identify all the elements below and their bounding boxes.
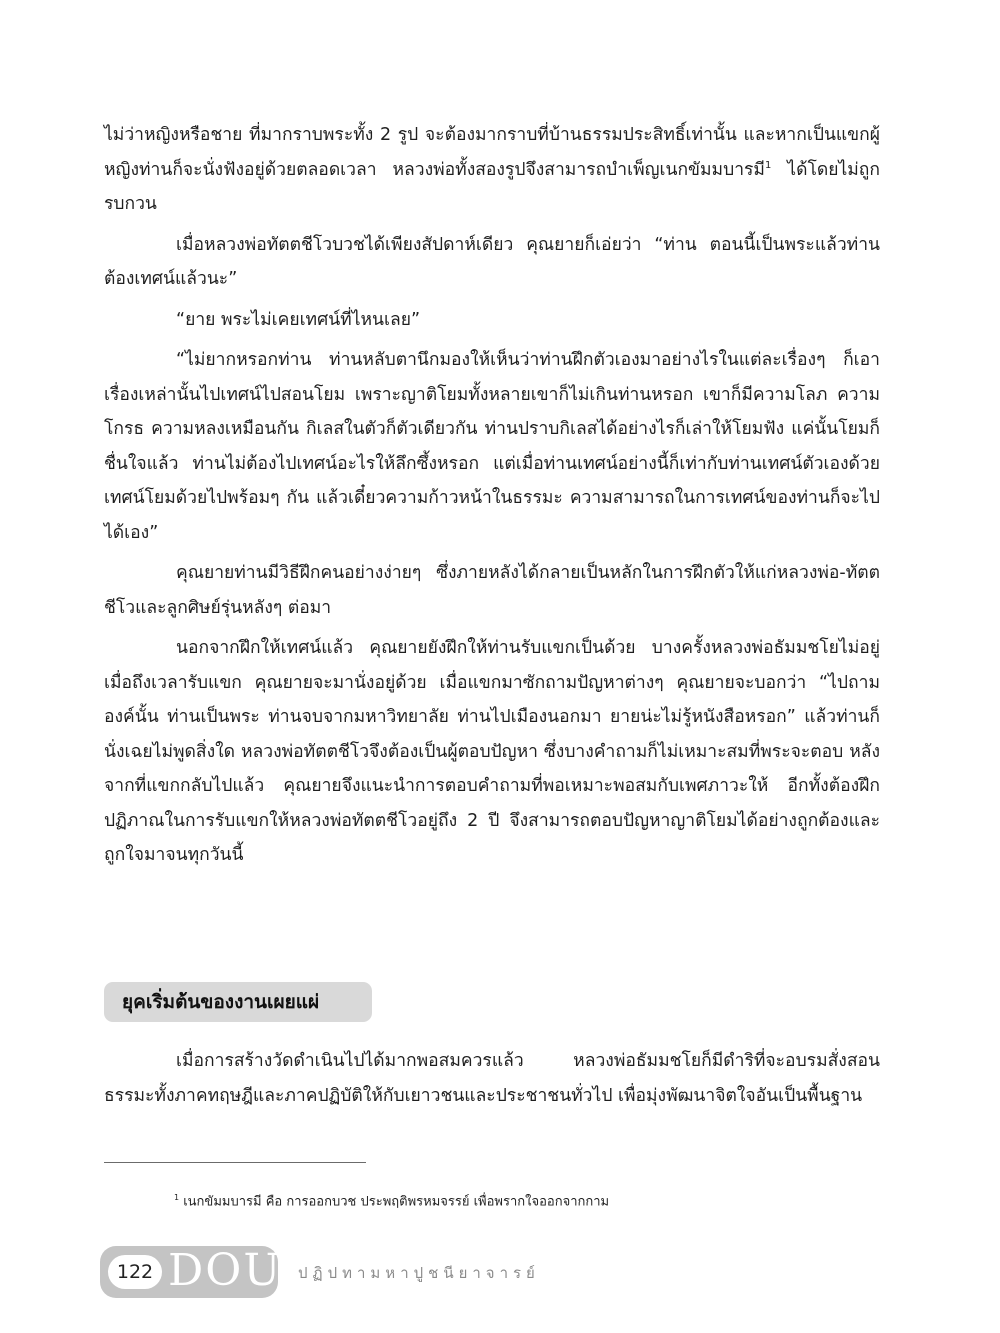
footnote-text: เนกขัมมบารมี คือ การออกบวช ประพฤติพรหมจรรย์ เพื่อพรากใจออกจากกาม [179,1194,610,1210]
page-number: 122 [108,1255,162,1289]
paragraph-3: “ยาย พระไม่เคยเทศน์ที่ไหนเลย” [176,309,421,330]
footnote-divider [104,1162,366,1163]
paragraph-2: เมื่อหลวงพ่อทัตตชีโวบวชได้เพียงสัปดาห์เดียว คุณยายก็เอ่ยว่า “ท่าน ตอนนี้เป็นพระแล้วท่านต้องเทศน์แล้วนะ” [104,234,880,289]
paragraph-1 [104,118,880,222]
paragraph-1-text-b: ได้โดยไม่ถูกรบกวน [104,159,881,214]
section-heading: ยุคเริ่มต้นของงานเผยแผ่ [104,982,372,1022]
running-title: ปฏิปทามหาปูชนียาจารย์ [298,1264,540,1282]
paragraph-6: นอกจากฝึกให้เทศน์แล้ว คุณยายยังฝึกให้ท่านรับแขกเป็นด้วย บางครั้งหลวงพ่อธัมมชโยไม่อยู่ เมื่อถึงเวลารับแขก คุณยายจะมานั่งอยู่ด้วย เมื่อแขกมาซักถามปัญหาต่างๆ คุณยายจะบอกว่า “ไปถามองค์นั้น ท่านเป็นพระ ท่านจบจากมหาวิทยาลัย ท่านไปเมืองนอกมา ยายน่ะไม่รู้หนังสือหรอก” แล้วท่านก็นั่งเฉยไม่พูดสิ่งใด หลวงพ่อทัตตชีโวจึงต้องเป็นผู้ตอบปัญหา ซึ่งบางคำถามก็ไม่เหมาะสมที่พระจะตอบ หลังจากที่แขกกลับไปแล้ว คุณยายจึงแนะนำการตอบคำถามที่พอเหมาะพอสมกับเพศภาวะให้ อีกทั้งต้องฝึกปฏิภาณในการรับแขกให้หลวงพ่อทัตตชีโวอยู่ถึง 2 ปี จึงสามารถตอบปัญหาญาติโยมได้อย่างถูกต้องและถูกใจมาจนทุกวันนี้ [104,638,880,865]
main-text [104,118,880,879]
paragraph-5: คุณยายท่านมีวิธีฝึกคนอย่างง่ายๆ ซึ่งภายหลังได้กลายเป็นหลักในการฝึกตัวให้แก่หลวงพ่อ-ทัตตชีโวและลูกศิษย์รุ่นหลังๆ ต่อมา [104,563,880,618]
footnote [174,1188,609,1212]
paragraph-4: “ไม่ยากหรอกท่าน ท่านหลับตานึกมองให้เห็นว่าท่านฝึกตัวเองมาอย่างไรในแต่ละเรื่องๆ ก็เอาเรื่องเหล่านั้นไปเทศน์ไปสอนโยม เพราะญาติโยมทั้งหลายเขาก็ไม่เกินท่านหรอก เขาก็มีความโลภ ความโกรธ ความหลงเหมือนกัน กิเลสในตัวก็ตัวเดียวกัน ท่านปราบกิเลสได้อย่างไรก็เล่าให้โยมฟัง แค่นั้นโยมก็ชื่นใจแล้ว ท่านไม่ต้องไปเทศน์อะไรให้ลึกซึ้งหรอก แต่เมื่อท่านเทศน์อย่างนี้ก็เท่ากับท่านเทศน์ตัวเองด้วย เทศน์โยมด้วยไปพร้อมๆ กัน แล้วเดี๋ยวความก้าวหน้าในธรรมะ ความสามารถในการเทศน์ของท่านก็จะไปได้เอง” [104,350,880,543]
paragraph-1-text-a: ไม่ว่าหญิงหรือชาย ที่มากราบพระทั้ง 2 รูป จะต้องมากราบที่บ้านธรรมประสิทธิ์เท่านั้น และหากเป็นแขกผู้หญิงท่านก็จะนั่งฟังอยู่ด้วยตลอดเวลา หลวงพ่อทั้งสองรูปจึงสามารถบำเพ็ญเนกขัมมบารมี [104,125,880,180]
dou-logo: DOU [168,1245,283,1296]
footnote-number: 1 [174,1193,180,1202]
footnote-reference: 1 [764,159,772,171]
section-paragraph-1: เมื่อการสร้างวัดดำเนินไปได้มากพอสมควรแล้ว หลวงพ่อธัมมชโยก็มีดำริที่จะอบรมสั่งสอนธรรมะทั้งภาคทฤษฎีและภาคปฏิบัติให้กับเยาวชนและประชาชนทั่วไป เพื่อมุ่งพัฒนาจิตใจอันเป็นพื้นฐาน [104,1051,880,1106]
section-text [104,1044,880,1119]
